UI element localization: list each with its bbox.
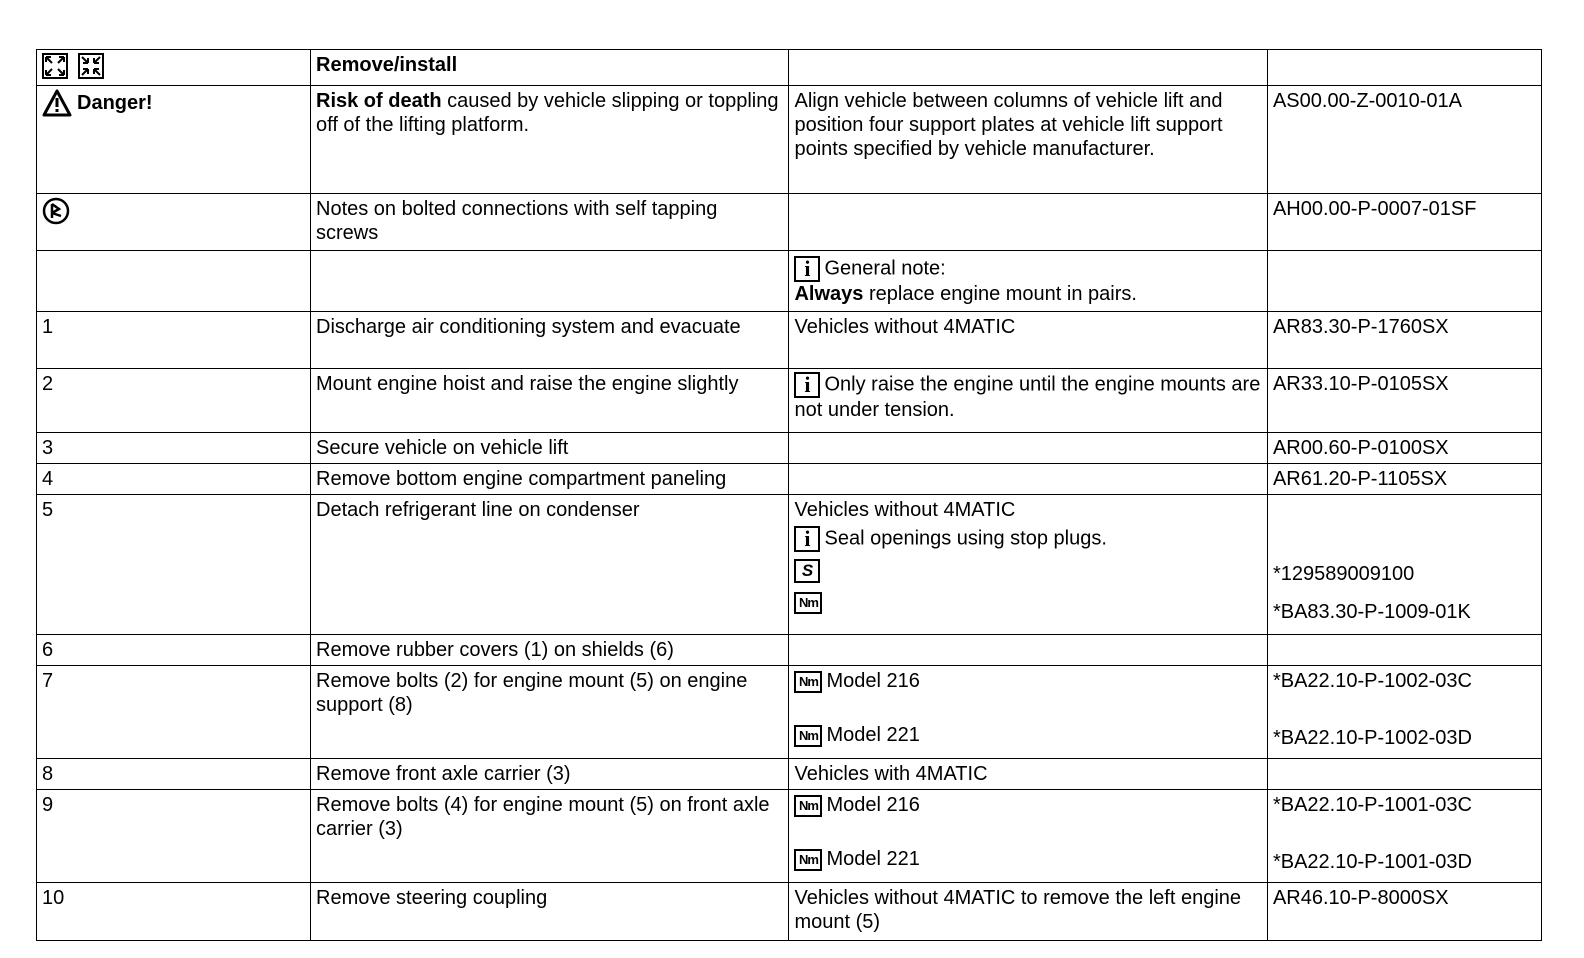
danger-label-wrap [42,89,153,117]
step-row-5 [37,495,1542,635]
info-icon: i [794,256,820,282]
step-number: 10 [37,883,311,941]
step-row-6 [37,635,1542,666]
model-line-b [794,723,1261,747]
step-info: Only raise the engine until the engine mounts are not under tension. [794,373,1261,421]
torque-icon: Nm [794,671,822,693]
danger-risk-cell [311,86,789,194]
step-info-cell [789,666,1267,759]
torque-icon: Nm [794,592,822,614]
bolt-note-row [37,194,1542,251]
header-empty-3 [789,50,1267,86]
step-note-line [794,526,1261,552]
step-ref: AR46.10-P-8000SX [1267,883,1541,941]
bolt-note-text: Notes on bolted connections with self tapping screws [311,194,789,251]
step-action: Remove bolts (4) for engine mount (5) on front axle carrier (3) [311,790,789,883]
bolt-note-icon [42,197,70,225]
step-action: Remove steering coupling [311,883,789,941]
general-note-cell [789,251,1267,312]
step-ref-cell [1267,790,1541,883]
procedure-document [36,49,1542,941]
bolt-note-empty [789,194,1267,251]
model-line-b [794,847,1261,871]
step-info-cell [789,369,1267,433]
danger-instruction: Align vehicle between columns of vehicle lift and position four support plates at vehicle lift support points specified by vehicle manufacturer. [789,86,1267,194]
step-action: Detach refrigerant line on condenser [311,495,789,635]
model-line-a [794,669,1261,693]
step-tool-ref: *129589009100 [1272,563,1415,585]
step-number: 4 [37,464,311,495]
step-ref-b: *BA22.10-P-1002-03D [1272,727,1472,749]
step-note: Seal openings using stop plugs. [824,527,1107,550]
step-number: 7 [37,666,311,759]
header-empty-4 [1267,50,1541,86]
step-info-empty [789,635,1267,666]
tool-icon-line [794,558,1261,583]
bolt-note-ref: AH00.00-P-0007-01SF [1267,194,1541,251]
step-number: 9 [37,790,311,883]
step-ref-cell [1267,495,1541,635]
step-ref: AR33.10-P-0105SX [1267,369,1541,433]
general-note-text: replace engine mount in pairs. [863,283,1137,305]
step-ref-cell [1267,666,1541,759]
install-icon [78,53,104,79]
danger-cell [37,86,311,194]
step-action: Remove bolts (2) for engine mount (5) on engine support (8) [311,666,789,759]
step-ref: AR83.30-P-1760SX [1267,312,1541,369]
procedure-table [36,49,1542,941]
step-number: 8 [37,759,311,790]
step-row-7 [37,666,1542,759]
model-label: Model 221 [826,724,920,746]
step-row-2 [37,369,1542,433]
step-ref-b: *BA22.10-P-1001-03D [1272,851,1472,873]
step-number: 6 [37,635,311,666]
torque-icon: Nm [794,795,822,817]
remove-icon [42,53,68,79]
header-icons-cell [37,50,311,86]
special-tool-icon: S [794,559,820,583]
step-action: Remove rubber covers (1) on shields (6) [311,635,789,666]
general-note-bold: Always [794,283,864,305]
step-number: 3 [37,433,311,464]
step-number: 2 [37,369,311,433]
step-info: Vehicles with 4MATIC [789,759,1267,790]
step-info-empty [789,433,1267,464]
torque-icon: Nm [794,849,822,871]
header-title: Remove/install [311,50,789,86]
step-row-9 [37,790,1542,883]
step-number: 1 [37,312,311,369]
info-icon: i [794,372,820,398]
step-info: Vehicles without 4MATIC [794,499,1016,521]
step-info-cell [789,495,1267,635]
bolt-note-icon-cell [37,194,311,251]
step-ref-a: *BA22.10-P-1002-03C [1272,670,1472,692]
danger-ref: AS00.00-Z-0010-01A [1267,86,1541,194]
step-info: Vehicles without 4MATIC [789,312,1267,369]
model-label: Model 216 [826,670,920,692]
model-line-a [794,793,1261,817]
danger-row [37,86,1542,194]
general-note-title-line [794,256,1261,282]
step-action: Remove bottom engine compartment paneling [311,464,789,495]
step-ref-empty [1267,759,1541,790]
general-note-empty-2 [311,251,789,312]
step-info: Vehicles without 4MATIC to remove the left engine mount (5) [789,883,1267,941]
step-ref-a: *BA22.10-P-1001-03C [1272,794,1472,816]
step-action: Discharge air conditioning system and evacuate [311,312,789,369]
step-torque-ref: *BA83.30-P-1009-01K [1272,601,1471,623]
step-info-cell [789,790,1267,883]
step-ref: AR61.20-P-1105SX [1267,464,1541,495]
step-action: Mount engine hoist and raise the engine slightly [311,369,789,433]
general-note-body [794,282,1261,306]
step-action: Remove front axle carrier (3) [311,759,789,790]
step-ref-empty [1267,635,1541,666]
step-row-1 [37,312,1542,369]
torque-icon: Nm [794,725,822,747]
step-row-10 [37,883,1542,941]
danger-risk-text: caused by vehicle slipping or toppling off of the lifting platform. [316,90,779,136]
general-note-empty-1 [37,251,311,312]
step-number: 5 [37,495,311,635]
danger-risk-bold: Risk of death [316,90,442,112]
general-note-empty-4 [1267,251,1541,312]
step-row-8 [37,759,1542,790]
danger-label: Danger! [77,92,153,114]
step-row-3 [37,433,1542,464]
info-icon: i [794,526,820,552]
step-info-empty [789,464,1267,495]
model-label: Model 216 [826,794,920,816]
step-row-4 [37,464,1542,495]
header-row [37,50,1542,86]
step-action: Secure vehicle on vehicle lift [311,433,789,464]
torque-icon-line [794,591,1261,615]
general-note-row [37,251,1542,312]
model-label: Model 221 [826,848,920,870]
warning-triangle-icon [42,89,72,117]
general-note-title: General note: [824,257,946,280]
step-ref: AR00.60-P-0100SX [1267,433,1541,464]
